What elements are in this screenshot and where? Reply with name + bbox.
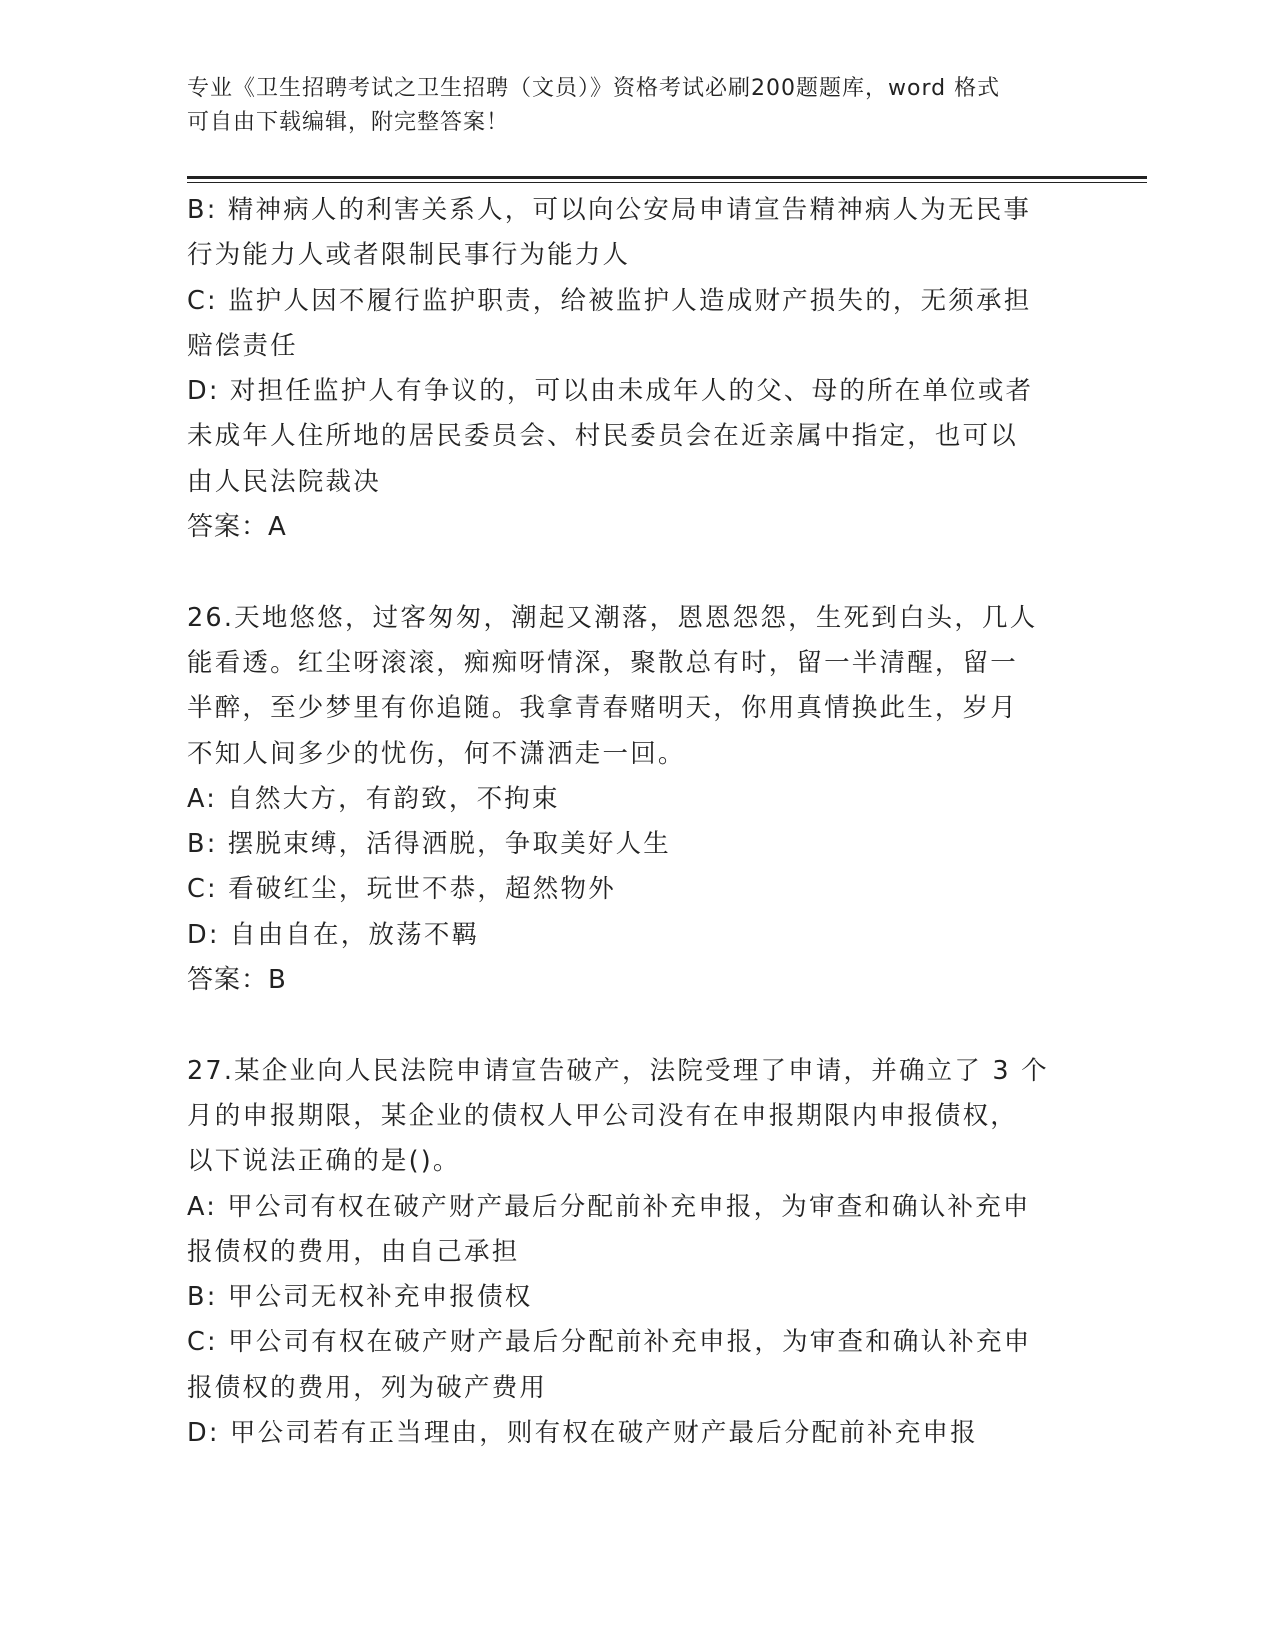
option-a-line: 报债权的费用，由自己承担 (187, 1236, 520, 1267)
option-d-line: D: 对担任监护人有争议的，可以由未成年人的父、母的所在单位或者 (187, 376, 1034, 407)
question-27 (187, 1049, 1067, 1457)
question-stem-line: 半醉，至少梦里有你追随。我拿青春赌明天，你用真情换此生，岁月 (187, 693, 1019, 724)
option-c-line: 赔偿责任 (187, 330, 298, 361)
option-d-line: 未成年人住所地的居民委员会、村民委员会在近亲属中指定，也可以 (187, 421, 1019, 452)
answer-label: 答案：A (187, 512, 287, 543)
option-b: B: 甲公司无权补充申报债权 (187, 1282, 533, 1313)
option-a-line: A: 甲公司有权在破产财产最后分配前补充申报，为审查和确认补充申 (187, 1191, 1031, 1222)
question-stem-line: 以下说法正确的是()。 (187, 1146, 461, 1177)
option-a: A: 自然大方，有韵致，不拘束 (187, 783, 560, 814)
option-b-line: 行为能力人或者限制民事行为能力人 (187, 240, 631, 271)
document-header (187, 72, 1067, 140)
question-stem-line: 月的申报期限，某企业的债权人甲公司没有在申报期限内申报债权， (187, 1100, 1019, 1131)
option-c-line: C: 甲公司有权在破产财产最后分配前补充申报，为审查和确认补充申 (187, 1327, 1032, 1358)
option-c-line: C: 监护人因不履行监护职责，给被监护人造成财产损失的，无须承担 (187, 285, 1032, 316)
header-divider-thick (187, 176, 1147, 179)
question-stem-line: 26.天地悠悠，过客匆匆，潮起又潮落，恩恩怨怨，生死到白头，几人 (187, 602, 1038, 633)
header-line-1: 专业《卫生招聘考试之卫生招聘（文员）》资格考试必刷200题题库，word 格式 (187, 76, 1001, 101)
document-body (187, 188, 1067, 1456)
header-line-2: 可自由下载编辑，附完整答案！ (187, 110, 510, 135)
option-d: D: 自由自在，放荡不羁 (187, 919, 480, 950)
question-stem-line: 27.某企业向人民法院申请宣告破产，法院受理了申请，并确立了 3 个 (187, 1055, 1049, 1086)
question-stem-line: 能看透。红尘呀滚滚，痴痴呀情深，聚散总有时，留一半清醒，留一 (187, 647, 1019, 678)
option-b: B: 摆脱束缚，活得洒脱，争取美好人生 (187, 829, 671, 860)
option-b-line: B: 精神病人的利害关系人，可以向公安局申请宣告精神病人为无民事 (187, 195, 1032, 225)
option-c-line: 报债权的费用，列为破产费用 (187, 1372, 548, 1403)
header-divider-thin (187, 182, 1147, 183)
question-25-continued (187, 188, 1067, 550)
question-26 (187, 596, 1067, 1004)
answer-label: 答案：B (187, 965, 287, 996)
question-stem-line: 不知人间多少的忧伤，何不潇洒走一回。 (187, 738, 686, 769)
option-d-line: 由人民法院裁决 (187, 466, 381, 497)
option-d: D: 甲公司若有正当理由，则有权在破产财产最后分配前补充申报 (187, 1418, 978, 1449)
option-c: C: 看破红尘，玩世不恭，超然物外 (187, 874, 616, 905)
